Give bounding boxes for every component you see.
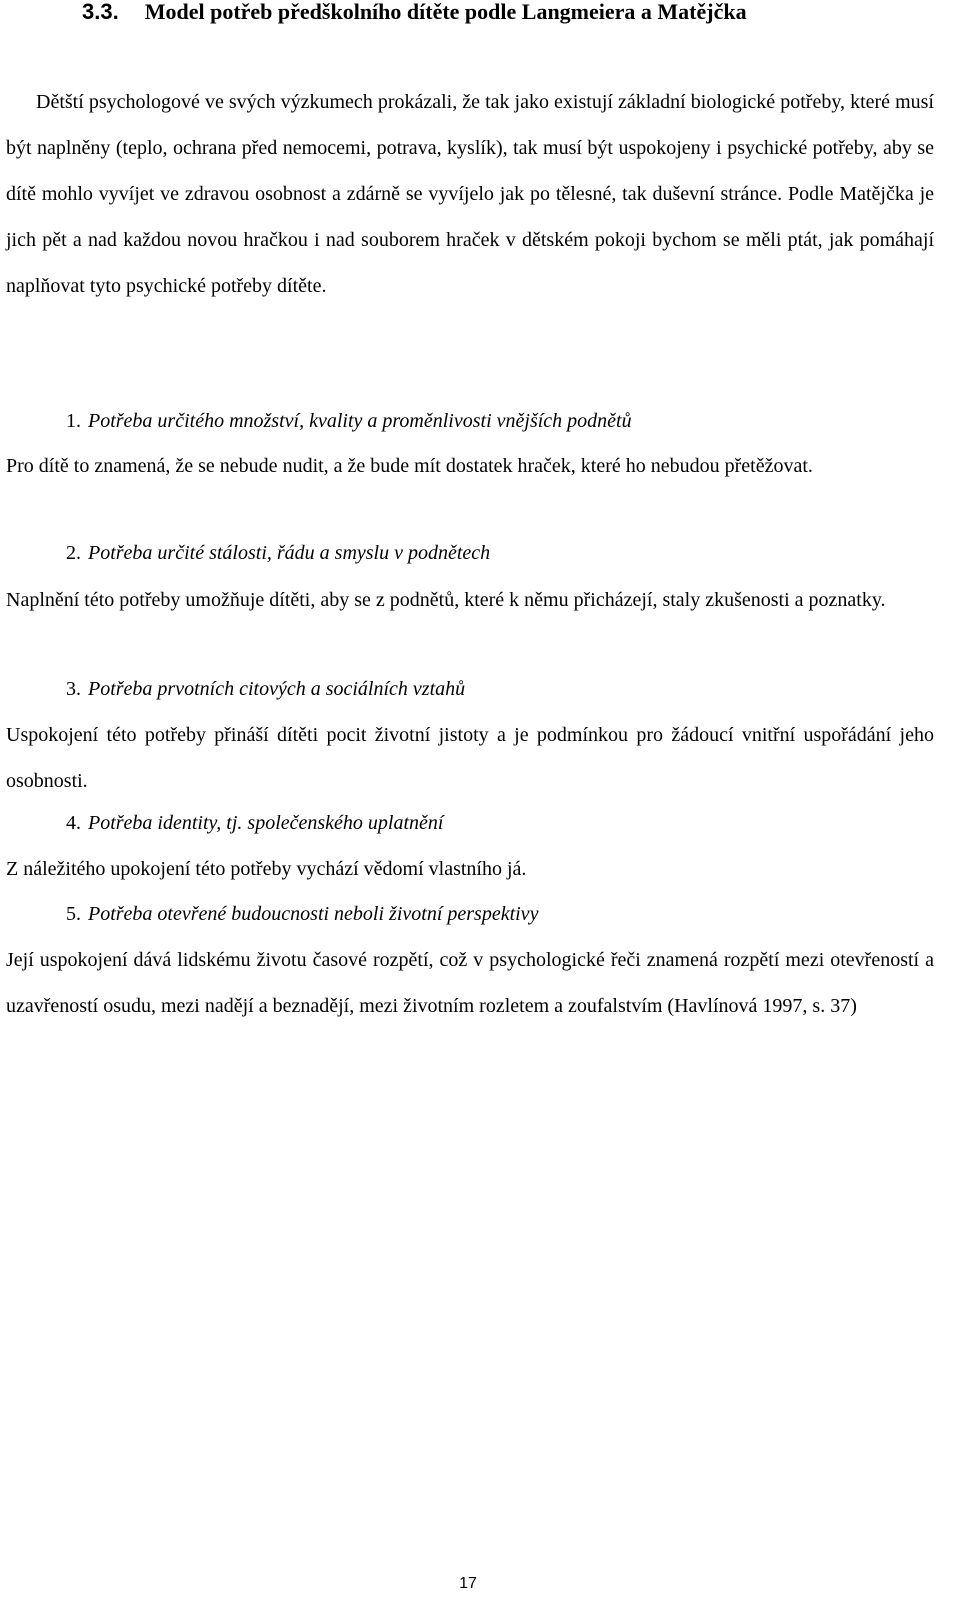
need-2-text: Naplnění této potřeby umožňuje dítěti, aby se z podnětů, které k němu přicházejí, staly zkušenosti a poznatky. [6, 589, 886, 611]
need-5-title-line [6, 891, 934, 937]
need-1-number: 1. [66, 410, 81, 432]
need-1-text: Pro dítě to znamená, že se nebude nudit, a že bude mít dostatek hraček, které ho nebudou přetěžovat. [6, 455, 813, 477]
need-3-number: 3. [66, 678, 81, 700]
need-5-number: 5. [66, 903, 81, 925]
need-2-title-line [6, 530, 934, 576]
page-number: 17 [459, 1575, 477, 1592]
need-4-title-line [6, 800, 934, 846]
need-4-title: Potřeba identity, tj. společenského uplatnění [88, 812, 444, 834]
need-3-text: Uspokojení této potřeby přináší dítěti pocit životní jistoty a je podmínkou pro žádoucí vnitřní uspořádání jeho osobnosti. [6, 724, 934, 792]
need-5-text: Její uspokojení dává lidskému životu časové rozpětí, což v psychologické řeči znamená rozpětí mezi otevřeností a uzavřeností osudu, mezi nadějí a beznadějí, mezi životním rozletem a zoufalstvím (Havlínová 1997, s. 37) [6, 949, 934, 1017]
need-3-title: Potřeba prvotních citových a sociálních vztahů [88, 678, 466, 700]
need-4-number: 4. [66, 812, 81, 834]
section-heading [82, 0, 747, 27]
need-2-title: Potřeba určité stálosti, řádu a smyslu v podnětech [88, 542, 491, 564]
section-title: Model potřeb předškolního dítěte podle Langmeiera a Matějčka [144, 0, 747, 24]
need-1-title: Potřeba určitého množství, kvality a proměnlivosti vnějších podnětů [88, 410, 632, 432]
need-2-number: 2. [66, 542, 81, 564]
need-4-text: Z náležitého upokojení této potřeby vychází vědomí vlastního já. [6, 858, 527, 880]
section-number: 3.3. [82, 0, 119, 24]
need-1-title-line [6, 398, 934, 444]
need-3-title-line [6, 666, 934, 712]
intro-paragraph: Dětští psychologové ve svých výzkumech prokázali, že tak jako existují základní biologické potřeby, které musí být naplněny (teplo, ochrana před nemocemi, potrava, kyslík), tak musí být uspokojeny i psychické potřeby, aby se dítě mohlo vyvíjet ve zdravou osobnost a zdárně se vyvíjelo jak po tělesné, tak duševní stránce. Podle Matějčka je jich pět a nad každou novou hračkou i nad souborem hraček v dětském pokoji bychom se měli ptát, jak pomáhají naplňovat tyto psychické potřeby dítěte. [6, 91, 934, 297]
need-5-title: Potřeba otevřené budoucnosti neboli životní perspektivy [88, 903, 539, 925]
